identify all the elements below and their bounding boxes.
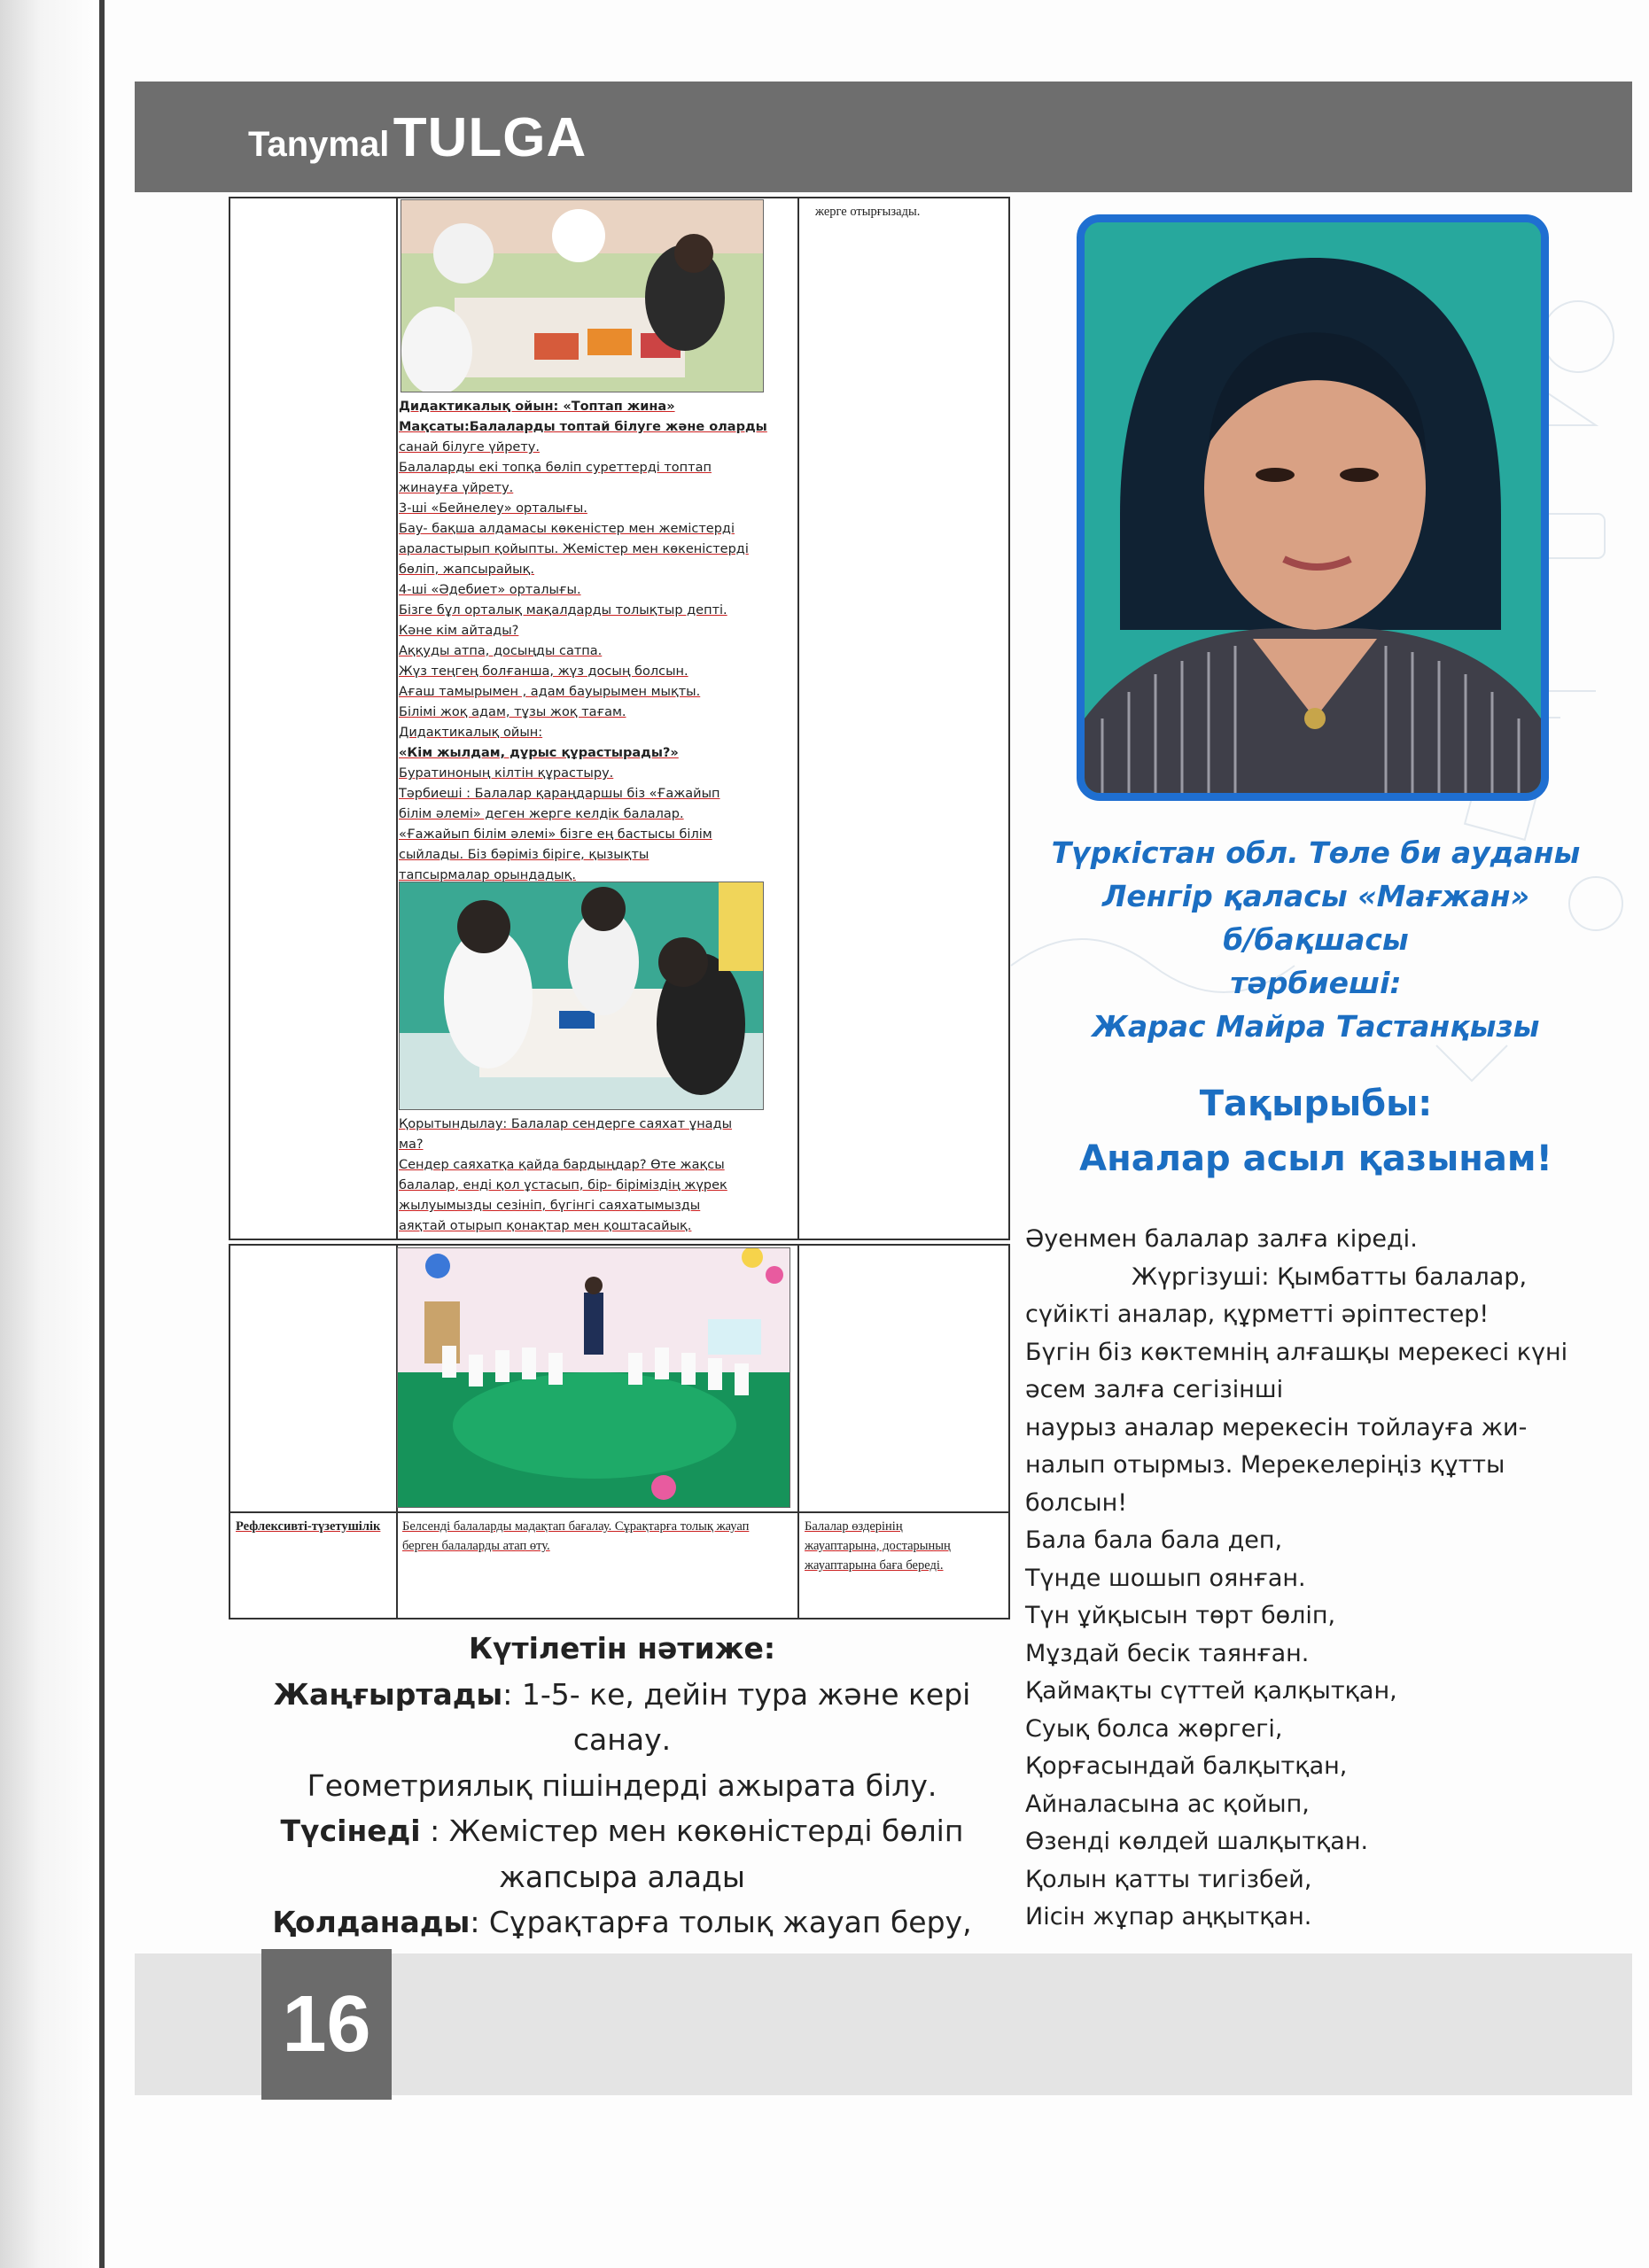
brand-part1: Tanymal (248, 125, 390, 164)
magazine-header-bar (135, 82, 1632, 192)
poem-line: Мұздай бесік таянған. (1025, 1639, 1310, 1667)
lesson-line: жинауға үйрету. (399, 481, 514, 495)
reflection-label: Рефлексивті-түзетушілік (236, 1519, 381, 1534)
lesson-line: Буратиноның кілтін құрастыру. (399, 766, 614, 781)
reflection-teacher-text: Белсенді балаларды мадақтап бағалау. Сұрақтарға толық жауап берген балаларды атап өту. (402, 1519, 750, 1553)
magazine-brand (248, 106, 587, 169)
class-photo-drawing (399, 882, 764, 1110)
reflection-children-text: Балалар өздерінің жауаптарына, достарының жауаптарына баға береді. (805, 1519, 951, 1573)
event-script-text (1025, 1221, 1628, 1937)
lesson-line: Дидактикалық ойын: (399, 726, 543, 740)
page-binding-edge (0, 0, 102, 2268)
lesson-line: білім әлемі» деген жерге келдік балалар. (399, 807, 684, 821)
lesson-line: Білімі жоқ адам, тұзы жоқ тағам. (399, 705, 626, 719)
understand-line2: жапсыра алады (499, 1859, 745, 1894)
poem-line: Түнде шошып оянған. (1025, 1564, 1306, 1592)
expected-heading: Күтілетін нәтиже: (468, 1631, 776, 1666)
lesson-line: Дидактикалық ойын: «Топтап жина» (399, 400, 675, 414)
page-number: 16 (261, 1949, 392, 2100)
poem-line: Бүгін біз көктемнің алғашқы мерекесі күні (1025, 1338, 1568, 1366)
reproduce-line (223, 1672, 1021, 1763)
author-caption (1019, 831, 1613, 1048)
poem-line: әсем залға сегізінші (1025, 1376, 1284, 1403)
lesson-line: 3-ші «Бейнелеу» орталығы. (399, 501, 587, 516)
lesson-line: бөліп, жапсырайық. (399, 563, 534, 577)
lesson-line: Аққуды атпа, досыңды сатпа. (399, 644, 603, 658)
summary-line: Сендер саяхатқа қайда бардыңдар? Өте жақсы (399, 1158, 725, 1172)
understand-line (223, 1808, 1021, 1854)
lesson-line: араластырып қойыпты. Жемістер мен көкеністерді (399, 542, 749, 556)
author-line1: Түркістан обл. Төле би ауданы (1051, 835, 1581, 870)
reproduce-label: Жаңғыртады (273, 1676, 503, 1712)
understand-text: : Жемістер мен көкөністерді бөліп (420, 1814, 964, 1848)
lesson-line: «Ғажайып білім әлемі» бізге ең бастысы білім (399, 827, 712, 842)
topic-title: Аналар асыл қазынам! (1079, 1138, 1552, 1179)
lesson-line: тапсырмалар орындадық. (399, 868, 576, 882)
poem-line: Қаймақты сүттей қалқытқан, (1025, 1677, 1397, 1705)
poem-line: сүйікті аналар, құрметті әріптестер! (1025, 1301, 1490, 1328)
summary-line: Қорытындылау: Балалар сендерге саяхат ұнады (399, 1117, 733, 1131)
poem-line: болсын! (1025, 1488, 1128, 1517)
poem-line: Жүргізуші: Қымбатты балалар, (1132, 1262, 1528, 1291)
table-row-divider (230, 1511, 1008, 1513)
poem-line: наурыз аналар мерекесін тойлауға жи- (1025, 1413, 1528, 1441)
poem-line: Айналасына ас қойып, (1025, 1790, 1310, 1818)
summary-line: аяқтай отырып қонақтар мен қоштасайық. (399, 1219, 692, 1233)
poem-line: Түн ұйқысын төрт бөліп, (1025, 1602, 1336, 1629)
author-line4: тәрбиеші: (1230, 966, 1402, 1000)
author-portrait (1077, 214, 1549, 801)
reproduce-line2: Геометриялық пішіндерді ажырата білу. (307, 1767, 937, 1803)
lesson-activities-text (399, 397, 797, 886)
row1-right-text: жерге отырғызады. (815, 205, 921, 219)
lesson-line: Мақсаты:Балаларды топтай білуге және оларды (399, 420, 767, 434)
summary-text (399, 1115, 797, 1237)
lesson-line: 4-ші «Әдебиет» орталығы. (399, 583, 581, 597)
table-column-divider (396, 198, 398, 1239)
lesson-line: санай білуге үйрету. (399, 440, 540, 454)
topic-label: Тақырыбы: (1199, 1084, 1433, 1124)
class-photo-circle (397, 1247, 790, 1508)
lesson-line: Бізге бұл орталық мақалдарды толықтыр депті. (399, 603, 727, 617)
poem-line: налып отырмыз. Мерекелеріңіз құтты (1025, 1451, 1505, 1479)
lesson-line: Тәрбиеші : Балалар қараңдаршы біз «Ғажайып (399, 787, 720, 801)
summary-line: ма? (399, 1138, 424, 1152)
brand-part2: TULGA (393, 107, 587, 168)
understand-label: Түсінеді (280, 1814, 421, 1848)
author-line3: б/бақшасы (1223, 922, 1409, 957)
table-column-divider (797, 1246, 799, 1618)
poem-line: Иісін жұпар аңқытқан. (1025, 1903, 1312, 1930)
summary-line: жылуымызды сезініп, бүгінгі саяхатымызды (399, 1199, 701, 1213)
poem-line: Қорғасындай балқытқан, (1025, 1752, 1348, 1780)
lesson-line: Кәне кім айтады? (399, 624, 519, 638)
poem-line: Бала бала бала деп, (1025, 1526, 1283, 1554)
summary-line: балалар, енді қол ұстасып, бір- біріміздің жүрек (399, 1178, 727, 1192)
apply-text: : Сұрақтарға толық жауап беру, (470, 1905, 972, 1939)
reproduce-text: : 1-5- ке, дейін тура және кері санау. (502, 1676, 971, 1757)
poem-line: Өзенді көлдей шалқытқан. (1025, 1828, 1369, 1855)
poem-line: Қолын қатты тигізбей, (1025, 1865, 1312, 1893)
poem-line: Суық болса жөргегі, (1025, 1714, 1283, 1743)
lesson-line: Жүз теңгең болғанша, жүз досың болсын. (399, 664, 688, 679)
lesson-line: Бау- бақша алдамасы көкеністер мен жемістерді (399, 522, 735, 536)
lesson-line: сыйлады. Біз бәріміз біріге, қызықты (399, 848, 649, 862)
binding-line (99, 0, 105, 2268)
class-photo-sorting (401, 199, 764, 392)
lesson-line: Ағаш тамырымен , адам бауырымен мықты. (399, 685, 701, 699)
apply-label: Қолданады (272, 1905, 471, 1939)
table-column-divider (797, 198, 799, 1239)
author-line2: Ленгір қаласы «Мағжан» (1101, 879, 1530, 913)
poem-line: Әуенмен балалар залға кіреді. (1025, 1225, 1418, 1253)
topic-heading (1019, 1076, 1613, 1186)
author-line5: Жарас Майра Тастанқызы (1092, 1009, 1540, 1044)
lesson-line: «Кім жылдам, дұрыс құрастырады?» (399, 746, 679, 760)
lesson-line: Балаларды екі топқа бөліп суреттерді топтап (399, 461, 712, 475)
